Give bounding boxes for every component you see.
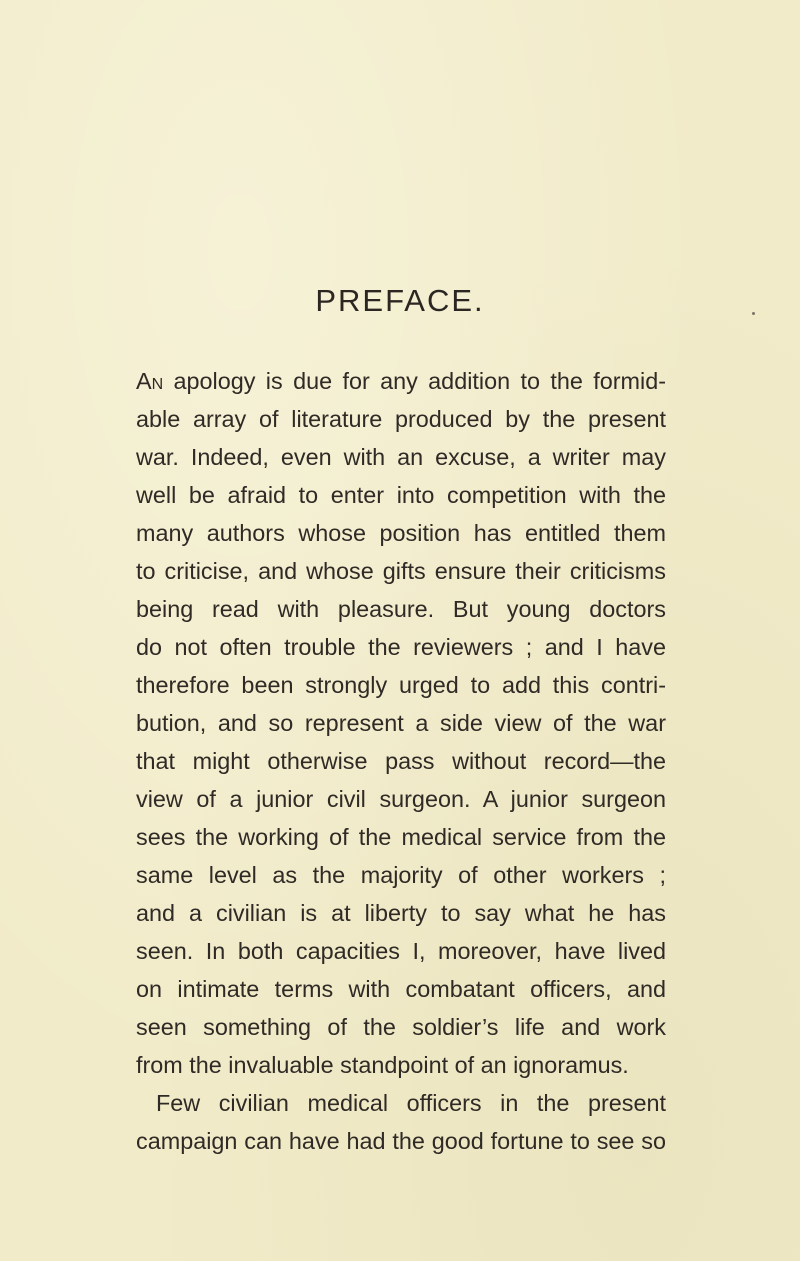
text-line: able array of literature produced by the present xyxy=(136,406,666,432)
text-line: seen something of the soldier’s life and work xyxy=(136,1014,666,1040)
page-speck xyxy=(752,312,755,315)
text-line: to criticise, and whose gifts ensure their criticisms xyxy=(136,558,666,584)
text-line: bution, and so represent a side view of the war xyxy=(136,710,666,736)
text-line: and a civilian is at liberty to say what he has xyxy=(136,900,666,926)
text-line: that might otherwise pass without record—the xyxy=(136,748,666,774)
text-line: from the invaluable standpoint of an ignoramus. xyxy=(136,1052,629,1078)
paragraph-2-line: Few civilian medical officers in the present xyxy=(156,1090,666,1116)
text-line-1 xyxy=(136,362,666,400)
text-line: therefore been strongly urged to add this contri- xyxy=(136,672,666,698)
text-line: view of a junior civil surgeon. A junior surgeon xyxy=(136,786,666,812)
preface-body xyxy=(136,362,666,1160)
text-line: being read with pleasure. But young doctors xyxy=(136,596,666,622)
text-line: war. Indeed, even with an excuse, a writer may xyxy=(136,444,666,470)
page-heading: PREFACE. xyxy=(315,283,485,318)
text-line: on intimate terms with combatant officers, and xyxy=(136,976,666,1002)
text-line: many authors whose position has entitled them xyxy=(136,520,666,546)
opening-word: An xyxy=(136,368,164,394)
first-line-text: apology is due for any addition to the formid- xyxy=(163,368,666,394)
text-line: seen. In both capacities I, moreover, have lived xyxy=(136,938,666,964)
paragraph-2-line: campaign can have had the good fortune to see so xyxy=(136,1128,666,1154)
text-line: do not often trouble the reviewers ; and I have xyxy=(136,634,666,660)
text-line: sees the working of the medical service from the xyxy=(136,824,666,850)
text-line: same level as the majority of other workers ; xyxy=(136,862,666,888)
text-line: well be afraid to enter into competition with the xyxy=(136,482,666,508)
